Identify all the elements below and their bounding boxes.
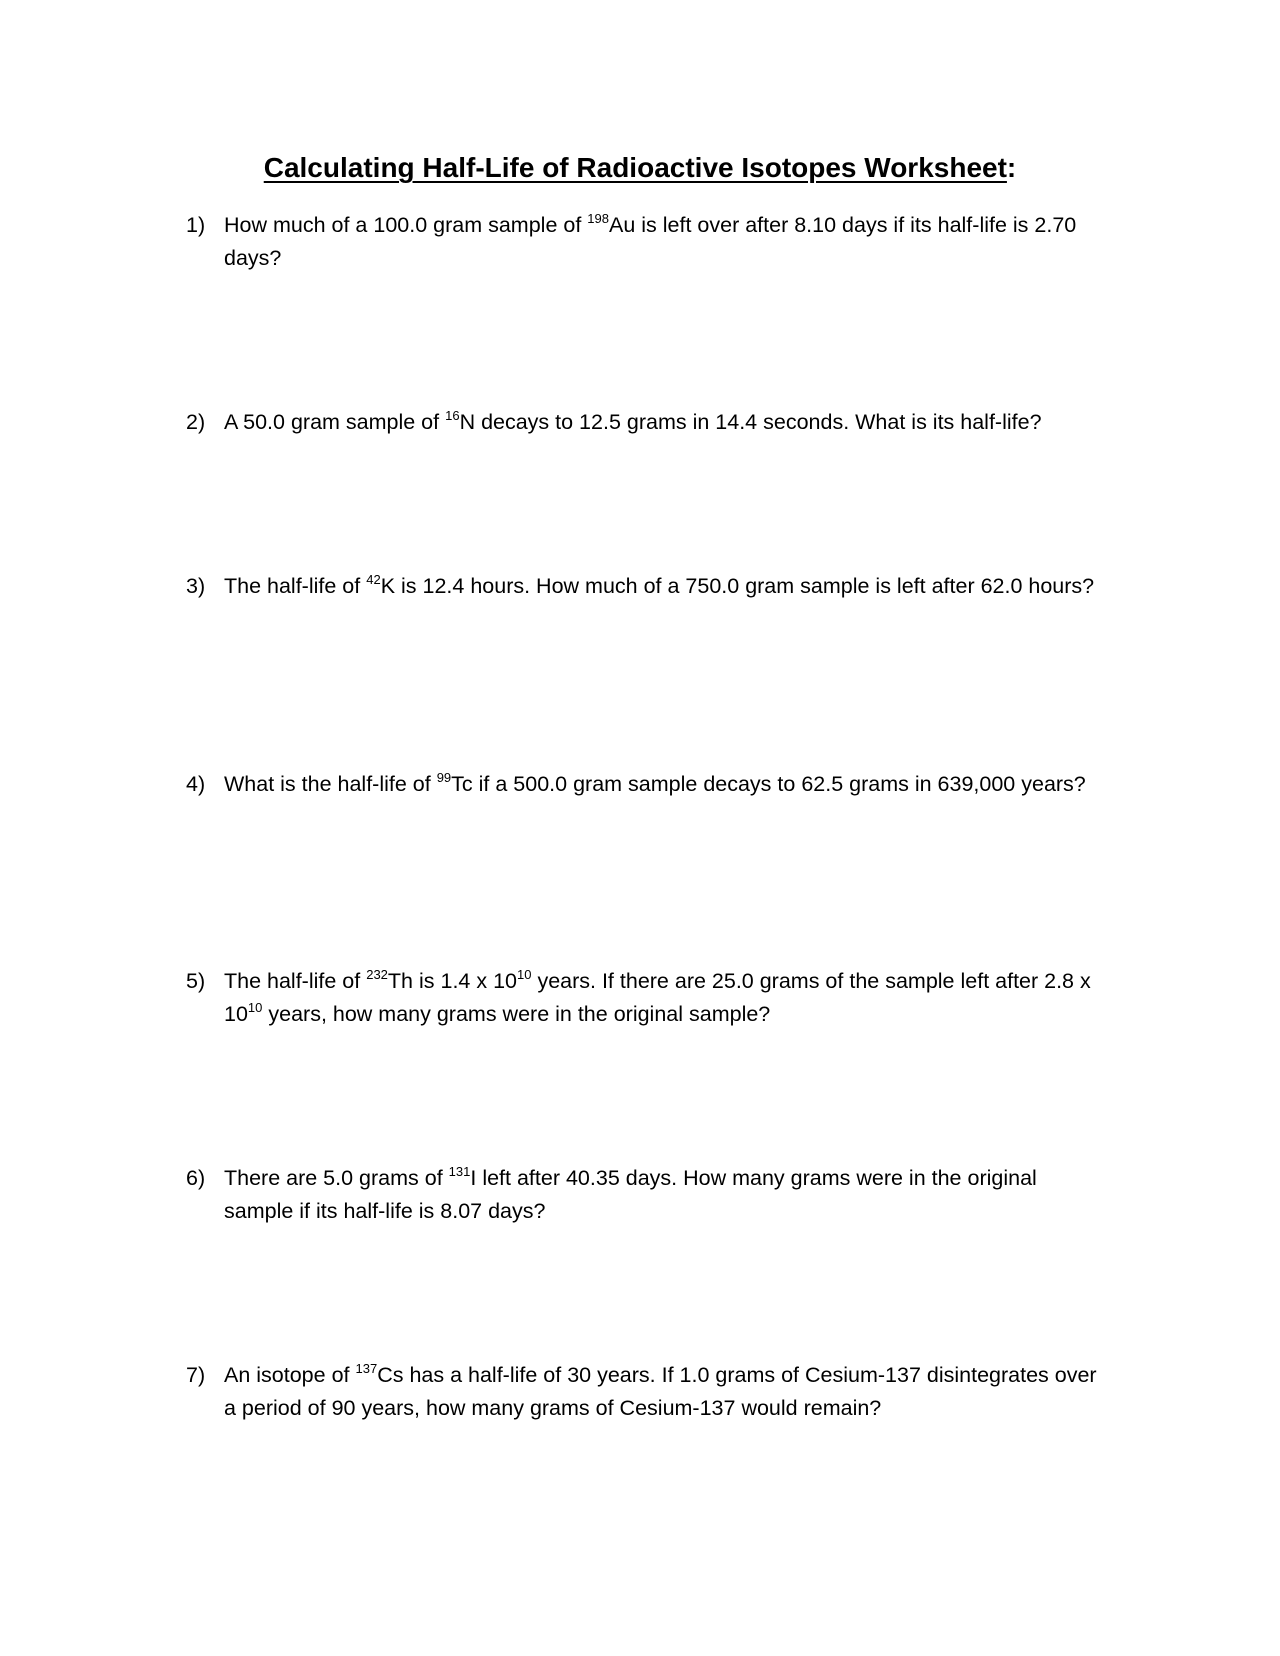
question-5	[186, 965, 1106, 1031]
question-text-part: years. If there are 25.0 grams of the sample left after 2.8 x 10	[224, 969, 1091, 1026]
question-text-part: I left after 40.35 days. How many grams were in the original sample if its half-life is 8.07 days?	[224, 1166, 1037, 1223]
isotope-mass-number: 99	[436, 769, 452, 785]
question-number: 5)	[186, 969, 206, 993]
question-2	[186, 406, 1106, 439]
isotope-mass-number: 198	[587, 210, 609, 226]
question-number: 3)	[186, 574, 206, 598]
question-4	[186, 768, 1106, 801]
worksheet-title-colon: :	[1006, 152, 1017, 183]
question-text-part: An isotope of	[224, 1363, 356, 1387]
question-number: 7)	[186, 1363, 206, 1387]
question-1	[186, 209, 1106, 275]
question-text-part: The half-life of	[224, 574, 367, 598]
question-text	[224, 570, 1106, 603]
question-text-part: A 50.0 gram sample of	[224, 410, 446, 434]
question-text-part: The half-life of	[224, 969, 367, 993]
question-text-part: There are 5.0 grams of	[224, 1166, 449, 1190]
isotope-mass-number: 137	[355, 1360, 378, 1376]
question-3	[186, 570, 1106, 603]
worksheet-title-text: Calculating Half-Life of Radioactive Isotopes Worksheet	[263, 152, 1007, 183]
question-text	[224, 1359, 1106, 1425]
question-7	[186, 1359, 1106, 1425]
question-text-part: How much of a 100.0 gram sample of	[224, 213, 588, 237]
question-number: 1)	[186, 213, 206, 237]
question-text	[224, 965, 1106, 1031]
question-text-part: What is the half-life of	[224, 772, 437, 796]
question-text	[224, 768, 1106, 801]
isotope-mass-number: 16	[445, 407, 460, 423]
question-text	[224, 209, 1106, 275]
worksheet-title	[0, 150, 1280, 186]
question-text-part: Tc if a 500.0 gram sample decays to 62.5 grams in 639,000 years?	[451, 772, 1086, 796]
question-text-part: Cs has a half-life of 30 years. If 1.0 grams of Cesium-137 disintegrates over a period of 90 years, how many grams of Cesium-137 would remain?	[224, 1363, 1097, 1420]
question-number: 2)	[186, 410, 206, 434]
exponent: 10	[247, 999, 263, 1015]
question-number: 6)	[186, 1166, 206, 1190]
isotope-mass-number: 232	[366, 966, 388, 982]
exponent: 10	[517, 966, 532, 982]
question-number: 4)	[186, 772, 206, 796]
question-text-part: Au is left over after 8.10 days if its half-life is 2.70 days?	[224, 213, 1077, 270]
question-text	[224, 1162, 1106, 1228]
question-text-part: N decays to 12.5 grams in 14.4 seconds. What is its half-life?	[459, 410, 1042, 434]
isotope-mass-number: 42	[366, 571, 381, 587]
question-text-part: years, how many grams were in the original sample?	[262, 1002, 771, 1026]
question-text-part: Th is 1.4 x 10	[387, 969, 517, 993]
question-6	[186, 1162, 1106, 1228]
question-text	[224, 406, 1106, 439]
question-text-part: K is 12.4 hours. How much of a 750.0 gram sample is left after 62.0 hours?	[380, 574, 1095, 598]
isotope-mass-number: 131	[448, 1163, 471, 1179]
